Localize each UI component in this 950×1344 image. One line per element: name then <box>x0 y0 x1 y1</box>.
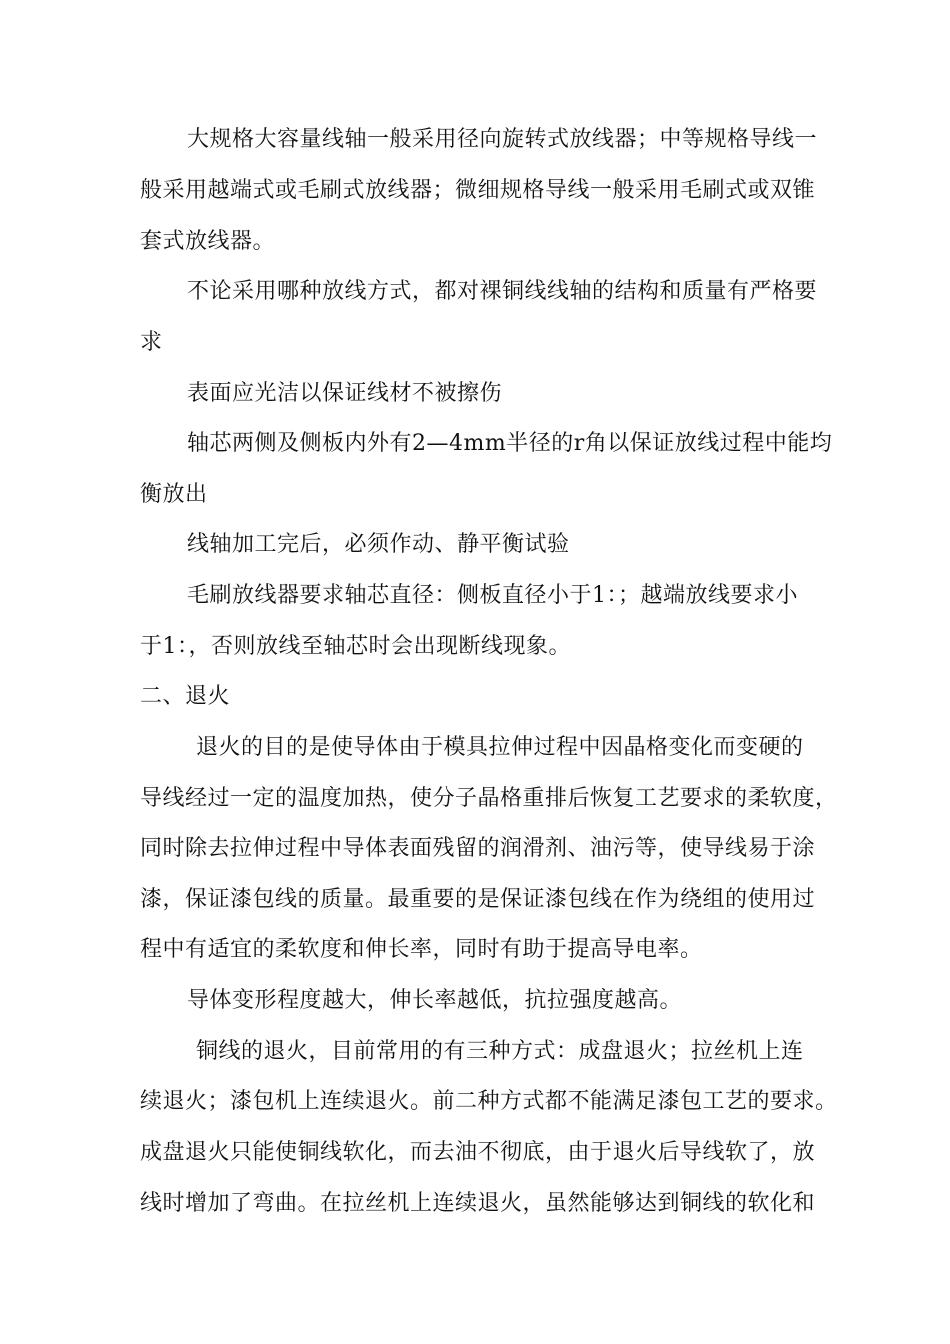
text-line: 不论采用哪种放线方式，都对裸铜线线轴的结构和质量有严格要 <box>187 279 818 304</box>
text-line: 毛刷放线器要求轴芯直径：侧板直径小于1：；越端放线要求小 <box>187 583 798 608</box>
text-line: 线时增加了弯曲。在拉丝机上连续退火，虽然能够达到铜线的软化和 <box>140 1191 816 1216</box>
text-line: 衡放出 <box>140 482 208 507</box>
text-line: 导体变形程度越大，伸长率越低，抗拉强度越高。 <box>187 988 683 1013</box>
text-line: 成盘退火只能使铜线软化，而去油不彻底，由于退火后导线软了，放 <box>140 1140 816 1165</box>
text-line: 轴芯两侧及侧板内外有2—4mm半径的r角以保证放线过程中能均 <box>187 431 833 456</box>
text-line: 于1：，否则放线至轴芯时会出现断线现象。 <box>140 634 571 659</box>
section-heading: 二、退火 <box>140 684 231 709</box>
text-line: 漆，保证漆包线的质量。最重要的是保证漆包线在作为绕组的使用过 <box>140 887 816 912</box>
text-line: 大规格大容量线轴一般采用径向旋转式放线器；中等规格导线一 <box>187 127 818 152</box>
text-line: 铜线的退火，目前常用的有三种方式：成盘退火；拉丝机上连 <box>196 1039 804 1064</box>
text-line: 套式放线器。 <box>140 229 276 254</box>
text-line: 退火的目的是使导体由于模具拉伸过程中因晶格变化而变硬的 <box>196 735 804 760</box>
text-line: 表面应光洁以保证线材不被擦伤 <box>187 381 503 406</box>
text-line: 导线经过一定的温度加热，使分子晶格重排后恢复工艺要求的柔软度， <box>140 786 838 811</box>
text-line: 求 <box>140 330 163 355</box>
text-line: 般采用越端式或毛刷式放线器；微细规格导线一般采用毛刷式或双锥 <box>140 178 816 203</box>
text-line: 续退火；漆包机上连续退火。前二种方式都不能满足漆包工艺的要求。 <box>140 1089 838 1114</box>
text-line: 程中有适宜的柔软度和伸长率，同时有助于提高导电率。 <box>140 937 703 962</box>
text-line: 同时除去拉伸过程中导体表面残留的润滑剂、油污等，使导线易于涂 <box>140 836 816 861</box>
text-line: 线轴加工完后，必须作动、静平衡试验 <box>187 532 570 557</box>
